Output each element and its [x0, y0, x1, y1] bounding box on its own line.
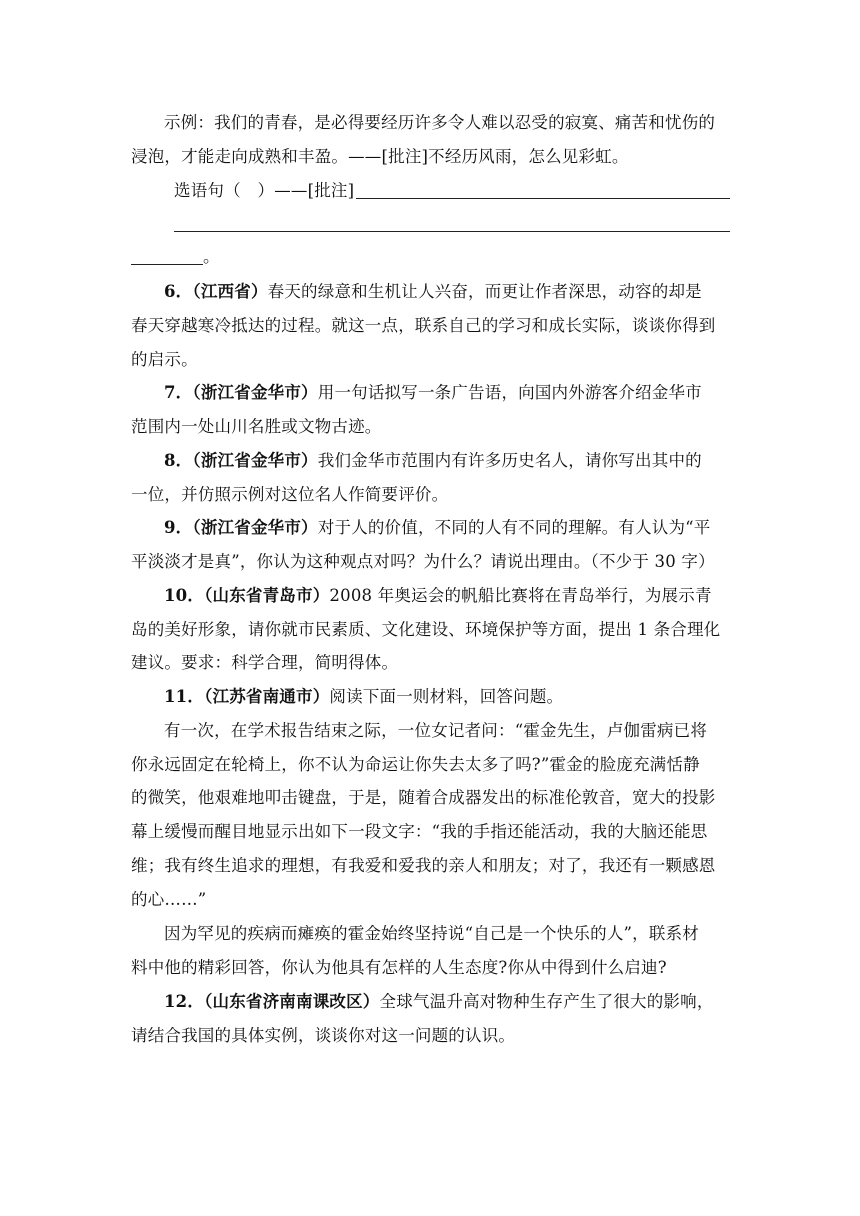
question-number: 7．	[164, 383, 193, 402]
passage-line-1: 有一次，在学术报告结束之际，一位女记者问：“霍金先生，卢伽雷病已将	[164, 721, 708, 740]
question-source: （浙江省金华市）	[192, 451, 318, 470]
question-text: 全球气温升高对物种生存产生了很大的影响，	[379, 992, 714, 1011]
question-8-line-2: 一位，并仿照示例对这位名人作简要评价。	[131, 485, 449, 504]
question-6-line-1	[164, 281, 731, 303]
passage-line-6: 的心……”	[131, 890, 207, 909]
answer-blank-3[interactable]	[131, 264, 203, 265]
question-12-line-2: 请结合我国的具体实例，谈谈你对这一问题的认识。	[131, 1026, 516, 1045]
question-text: 对于人的价值，不同的人有不同的理解。有人认为“平	[317, 518, 711, 537]
question-10-line-3: 建议。要求：科学合理，简明得体。	[131, 653, 399, 672]
question-source: （江苏省南通市）	[204, 687, 330, 706]
question-number: 6．	[164, 282, 193, 301]
question-text: 我们金华市范围内有许多历史名人，请你写出其中的	[317, 451, 702, 470]
passage-line-2: 你永远固定在轮椅上，你不认为命运让你失去太多了吗?”霍金的脸庞充满恬静	[131, 755, 700, 774]
question-text: 用一句话拟写一条广告语，向国内外游客介绍金华市	[317, 383, 702, 402]
passage-line-3: 的微笑，他艰难地叩击键盘，于是，随着合成器发出的标准伦敦音，宽大的投影	[131, 788, 716, 807]
question-9-line-2: 平淡淡才是真”，你认为这种观点对吗？为什么？请说出理由。（不少于 30 字）	[131, 552, 715, 571]
example-line-2: 浸泡，才能走向成熟和丰盈。——[批注]不经历风雨，怎么见彩虹。	[131, 147, 629, 166]
question-number: 9．	[164, 518, 193, 537]
passage-line-5: 维；我有终生追求的理想，有我爱和爱我的亲人和朋友；对了，我还有一颗感恩	[131, 856, 716, 875]
question-10-line-2: 岛的美好形象，请你就市民素质、文化建设、环境保护等方面，提出 1 条合理化	[131, 620, 721, 639]
blank-end-mark: 。	[203, 247, 220, 266]
question-text: 2008 年奥运会的帆船比赛将在青岛举行，为展示青	[329, 586, 712, 605]
question-source: （山东省青岛市）	[204, 586, 330, 605]
question-text: 春天的绿意和生机让人兴奋，而更让作者深思，动容的却是	[267, 282, 702, 301]
select-sentence-prompt: 选语句（ ）——[批注]	[174, 181, 355, 200]
question-number: 12．	[164, 992, 205, 1011]
question-7-line-1	[164, 382, 731, 404]
question-number: 11．	[164, 687, 205, 706]
question-source: （山东省济南南课改区）	[204, 992, 380, 1011]
question-number: 10．	[164, 586, 205, 605]
question-number: 8．	[164, 451, 193, 470]
question-source: （浙江省金华市）	[192, 518, 318, 537]
passage-question-line-1: 因为罕见的疾病而瘫痪的霍金始终坚持说“自己是一个快乐的人”，联系材	[164, 924, 699, 943]
question-source: （江西省）	[192, 282, 268, 301]
question-10-line-1	[164, 585, 731, 607]
question-text: 阅读下面一则材料，回答问题。	[329, 687, 564, 706]
question-9-line-1	[164, 517, 731, 539]
question-8-line-1	[164, 450, 731, 472]
passage-question-line-2: 料中他的精彩回答，你认为他具有怎样的人生态度?你从中得到什么启迪?	[131, 958, 667, 977]
passage-line-4: 幕上缓慢而醒目地显示出如下一段文字：“我的手指还能活动，我的大脑还能思	[131, 822, 708, 841]
example-line-1: 示例：我们的青春，是必得要经历许多令人难以忍受的寂寞、痛苦和忧伤的	[164, 113, 716, 132]
answer-blank-1[interactable]	[356, 198, 730, 199]
question-12-line-1	[164, 991, 731, 1013]
question-11-line-1	[164, 686, 731, 708]
question-source: （浙江省金华市）	[192, 383, 318, 402]
question-7-line-2: 范围内一处山川名胜或文物古迹。	[131, 417, 382, 436]
question-6-line-2: 春天穿越寒冷抵达的过程。就这一点，联系自己的学习和成长实际，谈谈你得到	[131, 316, 716, 335]
answer-blank-2[interactable]	[174, 231, 730, 232]
question-6-line-3: 的启示。	[131, 350, 198, 369]
